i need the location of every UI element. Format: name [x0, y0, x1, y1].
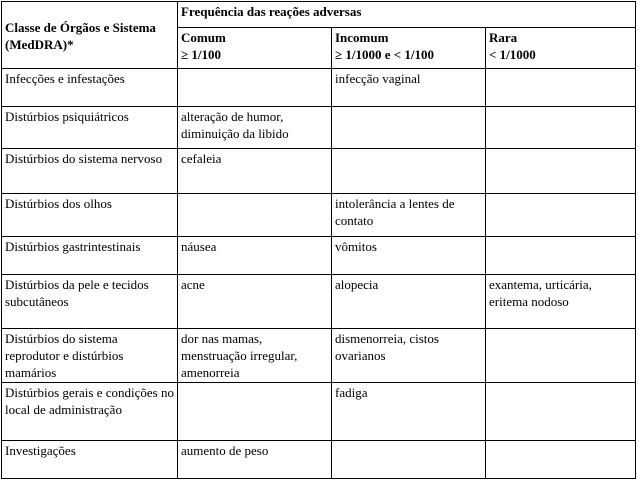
cell-comum: [178, 194, 332, 237]
cell-system: Distúrbios gastrintestinais: [2, 237, 178, 275]
cell-incomum: infecção vaginal: [332, 69, 486, 107]
cell-system: Distúrbios psiquiátricos: [2, 107, 178, 149]
cell-system: Distúrbios do sistema nervoso: [2, 149, 178, 194]
cell-comum: cefaleia: [178, 149, 332, 194]
table-row: [2, 107, 636, 149]
header-col-name: Comum: [181, 30, 226, 45]
cell-comum: [178, 383, 332, 441]
table-row: [2, 237, 636, 275]
table-row: [2, 69, 636, 107]
cell-system: Distúrbios do sistema reprodutor e distúrbios mamários: [2, 329, 178, 383]
cell-rara: [486, 194, 636, 237]
cell-incomum: [332, 107, 486, 149]
cell-system: Distúrbios dos olhos: [2, 194, 178, 237]
cell-comum: dor nas mamas, menstruação irregular, amenorreia: [178, 329, 332, 383]
cell-incomum: vômitos: [332, 237, 486, 275]
header-col-range: < 1/1000: [489, 47, 536, 62]
header-col-rara: [486, 28, 636, 69]
cell-system: Distúrbios gerais e condições no local de administração: [2, 383, 178, 441]
header-frequency: Frequência das reações adversas: [178, 2, 636, 28]
adverse-reactions-table: [1, 1, 636, 479]
cell-rara: [486, 69, 636, 107]
cell-comum: náusea: [178, 237, 332, 275]
cell-incomum: fadiga: [332, 383, 486, 441]
cell-system: Infecções e infestações: [2, 69, 178, 107]
cell-rara: [486, 107, 636, 149]
header-col-name: Rara: [489, 30, 518, 45]
cell-rara: [486, 237, 636, 275]
header-col-name: Incomum: [335, 30, 389, 45]
header-col-incomum: [332, 28, 486, 69]
cell-incomum: intolerância a lentes de contato: [332, 194, 486, 237]
table-row: [2, 194, 636, 237]
cell-comum: [178, 69, 332, 107]
header-col-range: ≥ 1/100: [181, 47, 221, 62]
header-col-range: ≥ 1/1000 e < 1/100: [335, 47, 435, 62]
cell-incomum: [332, 441, 486, 479]
cell-comum: acne: [178, 275, 332, 329]
cell-rara: [486, 149, 636, 194]
cell-rara: exantema, urticária, eritema nodoso: [486, 275, 636, 329]
cell-incomum: dismenorreia, cistos ovarianos: [332, 329, 486, 383]
cell-comum: alteração de humor, diminuição da libido: [178, 107, 332, 149]
header-col-comum: [178, 28, 332, 69]
cell-rara: [486, 329, 636, 383]
cell-incomum: [332, 149, 486, 194]
cell-system: Distúrbios da pele e tecidos subcutâneos: [2, 275, 178, 329]
table-row: [2, 329, 636, 383]
cell-system: Investigações: [2, 441, 178, 479]
table-row: [2, 441, 636, 479]
table-row: [2, 275, 636, 329]
cell-rara: [486, 383, 636, 441]
table-row: [2, 383, 636, 441]
cell-comum: aumento de peso: [178, 441, 332, 479]
cell-incomum: alopecia: [332, 275, 486, 329]
header-organ-class: Classe de Órgãos e Sistema (MedDRA)*: [2, 2, 178, 69]
cell-rara: [486, 441, 636, 479]
table-row: [2, 149, 636, 194]
